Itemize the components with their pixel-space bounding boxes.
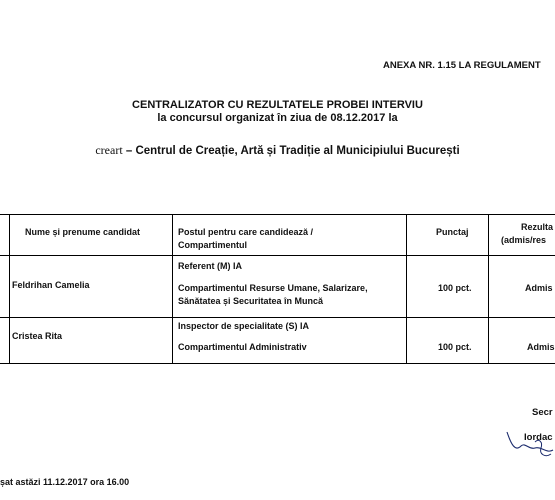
table-col-rule-2 [172, 214, 173, 364]
row1-department-line2: Sănătatea și Securitatea în Muncă [178, 296, 324, 306]
row1-department-line1: Compartimentul Resurse Umane, Salarizare, [178, 283, 368, 293]
row2-post: Inspector de specialitate (S) IA [178, 321, 310, 331]
table-rule-bottom [0, 363, 555, 364]
header-post-line2: Compartimentul [178, 240, 248, 250]
header-result-line1: Rezulta [521, 222, 554, 232]
row1-score: 100 pct. [438, 283, 472, 293]
annex-label: ANEXA NR. 1.15 LA REGULAMENT [383, 60, 541, 71]
signature-role: Secr [532, 407, 553, 418]
row2-score: 100 pct. [438, 342, 472, 352]
organization-name: – Centrul de Creație, Artă și Tradiție al Municipiului București [122, 145, 460, 157]
row2-result: Admis [527, 342, 555, 352]
row1-post: Referent (M) IA [178, 261, 243, 271]
table-col-rule-3 [406, 214, 407, 364]
header-result-line2: (admis/res [501, 235, 547, 245]
header-score: Punctaj [436, 227, 469, 237]
organization-prefix: creart [95, 143, 123, 157]
header-name: Nume și prenume candidat [25, 227, 141, 237]
document-title: CENTRALIZATOR CU REZULTATELE PROBEI INTERVIU [132, 99, 423, 111]
row2-department-line1: Compartimentul Administrativ [178, 342, 307, 352]
header-post-line1: Postul pentru care candidează / [178, 227, 314, 237]
table-col-rule-1 [9, 214, 10, 364]
posting-note: șat astăzi 11.12.2017 ora 16.00 [0, 477, 130, 487]
table-rule-header [0, 255, 555, 256]
signature-name: Iordac [524, 432, 553, 443]
table-rule-row1 [0, 317, 555, 318]
row2-candidate-name: Cristea Rita [12, 331, 63, 341]
organization-line [0, 143, 555, 158]
row1-result: Admis [525, 283, 553, 293]
handwritten-signature [505, 424, 555, 464]
table-rule-top [0, 214, 555, 215]
row1-candidate-name: Feldrihan Camelia [12, 280, 90, 290]
table-col-rule-4 [488, 214, 489, 364]
document-subtitle: la concursul organizat în ziua de 08.12.2017 la [157, 112, 398, 124]
